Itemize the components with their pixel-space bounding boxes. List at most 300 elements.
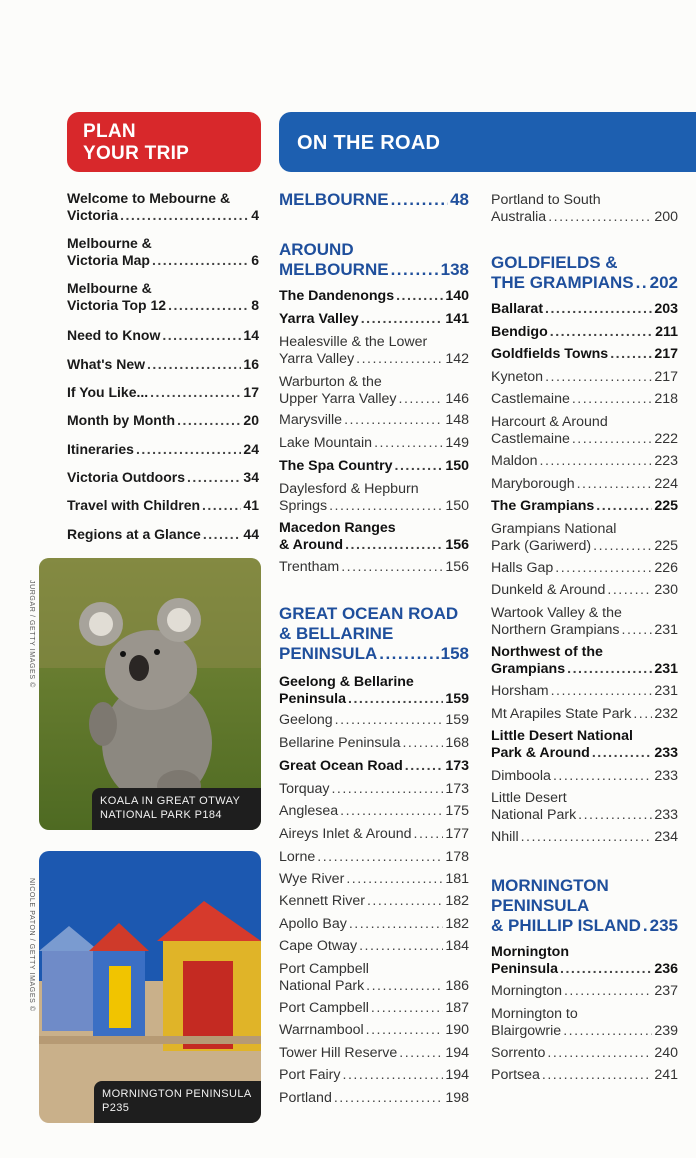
item-page: 226 <box>654 560 678 576</box>
section-page: 235 <box>649 916 678 935</box>
toc-item[interactable] <box>491 192 678 226</box>
leader-dots <box>607 582 652 599</box>
item-label: Port Campbell <box>279 1000 369 1016</box>
koala-caption <box>92 788 261 830</box>
item-page: 141 <box>445 311 469 327</box>
leader-dots <box>560 961 652 978</box>
leader-dots <box>346 871 443 888</box>
toc-item[interactable] <box>279 288 469 305</box>
toc-page: 41 <box>243 497 259 513</box>
plan-header-line2: YOUR TRIP <box>83 143 190 164</box>
leader-dots <box>572 391 652 408</box>
toc-page: 20 <box>243 412 259 428</box>
section-page: 158 <box>440 644 469 663</box>
item-label: Peninsula <box>279 691 347 707</box>
item-page: 198 <box>445 1090 469 1106</box>
leader-dots <box>414 826 444 843</box>
item-label: Kyneton <box>491 369 544 385</box>
item-label: Marysville <box>279 412 343 428</box>
toc-item[interactable] <box>491 498 678 515</box>
leader-dots <box>374 435 443 452</box>
item-label-1: Little Desert <box>491 790 567 806</box>
item-page: 203 <box>654 301 678 317</box>
item-label-1: Port Campbell <box>279 961 369 977</box>
item-label: Springs <box>279 498 328 514</box>
leader-dots <box>545 369 652 386</box>
toc-label: Welcome to Mebourne & <box>67 190 231 206</box>
section-title: MELBOURNE <box>279 190 389 209</box>
item-label: Park (Gariwerd) <box>491 538 592 554</box>
leader-dots <box>371 1000 443 1017</box>
toc-item[interactable] <box>279 849 469 866</box>
toc-page: 4 <box>251 207 259 223</box>
item-label: Sorrento <box>491 1045 546 1061</box>
toc-item[interactable] <box>279 1022 469 1039</box>
leader-dots <box>578 807 652 824</box>
toc-item[interactable] <box>279 674 469 708</box>
toc-item[interactable] <box>279 520 469 554</box>
leader-dots <box>402 735 443 752</box>
section-title-2: PENINSULA <box>491 896 590 915</box>
toc-item-map[interactable] <box>67 235 259 269</box>
toc-item[interactable] <box>279 559 469 576</box>
item-label: Australia <box>491 209 547 225</box>
toc-item[interactable] <box>491 301 678 318</box>
item-page: 150 <box>445 458 469 474</box>
item-page: 168 <box>445 735 469 751</box>
item-label: The Dandenongs <box>279 288 395 304</box>
section-title-3: & PHILLIP ISLAND <box>491 916 641 935</box>
toc-item[interactable] <box>279 826 469 843</box>
item-page: 187 <box>445 1000 469 1016</box>
toc-item-children[interactable] <box>67 497 259 514</box>
toc-label: Need to Know <box>67 327 161 343</box>
plan-your-trip-header <box>67 112 261 172</box>
leader-dots <box>177 412 241 429</box>
toc-page: 24 <box>243 441 259 457</box>
item-label-1: Warburton & the <box>279 374 382 390</box>
item-label-1: Geelong & Bellarine <box>279 674 414 690</box>
leader-dots <box>592 745 653 762</box>
toc-item[interactable] <box>279 916 469 933</box>
section-title-1: GREAT OCEAN ROAD <box>279 604 459 623</box>
section-page: 202 <box>649 273 678 292</box>
toc-item[interactable] <box>279 938 469 955</box>
item-label-1: Little Desert National <box>491 728 633 744</box>
toc-item[interactable] <box>279 481 469 515</box>
leader-dots <box>150 384 241 401</box>
leader-dots <box>361 311 444 328</box>
item-page: 217 <box>654 346 678 362</box>
item-label: Dimboola <box>491 768 551 784</box>
toc-item[interactable] <box>279 1067 469 1084</box>
item-label: Torquay <box>279 781 330 797</box>
item-page: 224 <box>654 476 678 492</box>
section-title-3: PENINSULA <box>279 644 378 663</box>
item-label: Horsham <box>491 683 549 699</box>
toc-item-outdoors[interactable] <box>67 469 259 486</box>
koala-photo <box>39 558 261 830</box>
section-page: 138 <box>440 260 469 279</box>
leader-dots <box>120 207 249 224</box>
item-label: Goldfields Towns <box>491 346 609 362</box>
toc-item[interactable] <box>491 768 678 785</box>
toc-label: Victoria Outdoors <box>67 469 185 485</box>
item-label-1: Healesville & the Lower <box>279 334 428 350</box>
toc-item[interactable] <box>491 582 678 599</box>
toc-item[interactable] <box>491 790 678 824</box>
item-label: National Park <box>279 978 365 994</box>
on-the-road-header: ON THE ROAD <box>279 112 696 172</box>
item-label: Yarra Valley <box>279 311 359 327</box>
item-page: 156 <box>445 537 469 553</box>
toc-item[interactable] <box>279 758 469 775</box>
item-label: Maryborough <box>491 476 575 492</box>
item-label: Grampians <box>491 661 566 677</box>
leader-dots <box>162 327 241 344</box>
item-label: Halls Gap <box>491 560 554 576</box>
section-goldfields[interactable] <box>491 253 678 293</box>
section-great-ocean-road[interactable] <box>279 604 469 664</box>
toc-page: 16 <box>243 356 259 372</box>
item-page: 223 <box>654 453 678 469</box>
section-title-1: MORNINGTON <box>491 876 609 895</box>
leader-dots <box>331 781 443 798</box>
koala-photo-credit: JURGAR / GETTY IMAGES © <box>28 580 35 688</box>
item-page: 230 <box>654 582 678 598</box>
item-label-1: Wartook Valley & the <box>491 605 622 621</box>
leader-dots <box>405 758 444 775</box>
toc-item[interactable] <box>279 803 469 820</box>
item-page: 173 <box>445 781 469 797</box>
leader-dots <box>563 1023 652 1040</box>
toc-item[interactable] <box>279 412 469 429</box>
item-label: Cape Otway <box>279 938 358 954</box>
item-page: 231 <box>654 661 678 677</box>
toc-item[interactable] <box>279 1045 469 1062</box>
item-label-1: Portland to South <box>491 192 601 208</box>
toc-right-column <box>491 190 678 1090</box>
toc-label: What's New <box>67 356 146 372</box>
item-label: Anglesea <box>279 803 339 819</box>
section-title-2: & BELLARINE <box>279 624 394 643</box>
item-label: Port Fairy <box>279 1067 341 1083</box>
leader-dots <box>548 209 652 226</box>
toc-item[interactable] <box>491 944 678 978</box>
item-page: 159 <box>445 691 469 707</box>
leader-dots <box>367 893 443 910</box>
item-label-1: Daylesford & Hepburn <box>279 481 419 497</box>
item-label: Lorne <box>279 849 316 865</box>
koala-caption-line2: NATIONAL PARK P184 <box>100 809 222 821</box>
item-label-1: Mornington to <box>491 1006 578 1022</box>
leader-dots <box>366 1022 444 1039</box>
item-page: 173 <box>445 758 469 774</box>
leader-dots <box>344 412 443 429</box>
toc-item[interactable] <box>279 1000 469 1017</box>
leader-dots <box>550 324 653 341</box>
leader-dots <box>395 458 444 475</box>
item-label: The Spa Country <box>279 458 393 474</box>
item-page: 184 <box>445 938 469 954</box>
leader-dots <box>348 691 443 708</box>
leader-dots <box>349 916 444 933</box>
item-label: Yarra Valley <box>279 351 355 367</box>
leader-dots <box>396 288 443 305</box>
toc-item[interactable] <box>279 781 469 798</box>
item-label: Geelong <box>279 712 333 728</box>
leader-dots <box>366 978 443 995</box>
section-melbourne[interactable] <box>279 190 469 210</box>
leader-dots <box>334 1090 443 1107</box>
toc-item-top12[interactable] <box>67 280 259 314</box>
toc-item[interactable] <box>491 391 678 408</box>
item-page: 190 <box>445 1022 469 1038</box>
leader-dots <box>521 829 653 846</box>
leader-dots <box>540 453 653 470</box>
leader-dots <box>356 351 443 368</box>
item-label: Maldon <box>491 453 538 469</box>
toc-item-if-you-like[interactable] <box>67 384 259 401</box>
toc-label-2: Victoria Top 12 <box>67 297 167 313</box>
leader-dots <box>147 356 241 373</box>
beach-caption-line1: MORNINGTON PENINSULA <box>102 1088 252 1100</box>
toc-item[interactable] <box>491 1045 678 1062</box>
toc-item-need-to-know[interactable] <box>67 327 259 344</box>
koala-caption-line1: KOALA IN GREAT OTWAY <box>100 795 241 807</box>
toc-page: 8 <box>251 297 259 313</box>
leader-dots <box>610 346 652 363</box>
toc-item[interactable] <box>491 453 678 470</box>
item-page: 225 <box>654 538 678 554</box>
item-label: Upper Yarra Valley <box>279 391 397 407</box>
leader-dots <box>643 916 648 936</box>
item-page: 200 <box>654 209 678 225</box>
toc-item[interactable] <box>491 605 678 639</box>
item-label: Great Ocean Road <box>279 758 403 774</box>
toc-item[interactable] <box>491 1067 678 1084</box>
leader-dots <box>564 983 652 1000</box>
toc-item[interactable] <box>279 712 469 729</box>
item-page: 234 <box>654 829 678 845</box>
item-page: 241 <box>654 1067 678 1083</box>
item-page: 217 <box>654 369 678 385</box>
plan-toc <box>67 190 259 550</box>
item-label: Blairgowrie <box>491 1023 562 1039</box>
section-title-1: GOLDFIELDS & <box>491 253 618 272</box>
toc-item[interactable] <box>279 735 469 752</box>
plan-header-line1: PLAN <box>83 121 136 142</box>
leader-dots <box>343 1067 444 1084</box>
toc-item[interactable] <box>279 893 469 910</box>
item-label: Bellarine Peninsula <box>279 735 401 751</box>
toc-label: Regions at a Glance <box>67 526 201 542</box>
leader-dots <box>136 441 241 458</box>
toc-item[interactable] <box>279 334 469 368</box>
leader-dots <box>572 431 652 448</box>
toc-label: Melbourne & <box>67 235 152 251</box>
section-around-melbourne[interactable] <box>279 240 469 280</box>
toc-item-whats-new[interactable] <box>67 356 259 373</box>
toc-item-welcome[interactable] <box>67 190 259 226</box>
toc-item[interactable] <box>491 983 678 1000</box>
leader-dots <box>399 1045 443 1062</box>
item-label-1: Grampians National <box>491 521 617 537</box>
toc-page: 6 <box>251 252 259 268</box>
toc-item[interactable] <box>491 560 678 577</box>
item-page: 211 <box>655 324 678 340</box>
leader-dots <box>391 260 439 280</box>
item-label: Park & Around <box>491 745 590 761</box>
toc-item[interactable] <box>491 706 678 723</box>
beach-caption-line2: P235 <box>102 1102 130 1114</box>
item-label: Trentham <box>279 559 340 575</box>
item-label: Lake Mountain <box>279 435 373 451</box>
item-label: Wye River <box>279 871 345 887</box>
leader-dots <box>567 661 652 678</box>
item-label: Bendigo <box>491 324 548 340</box>
toc-item[interactable] <box>279 1090 469 1107</box>
toc-item[interactable] <box>491 346 678 363</box>
item-label-1: Harcourt & Around <box>491 414 608 430</box>
toc-middle-column <box>279 190 469 1120</box>
leader-dots <box>551 683 653 700</box>
item-page: 159 <box>445 712 469 728</box>
item-page: 237 <box>654 983 678 999</box>
section-title-2: THE GRAMPIANS <box>491 273 634 292</box>
toc-item[interactable] <box>279 871 469 888</box>
leader-dots <box>187 469 241 486</box>
toc-item[interactable] <box>279 435 469 452</box>
toc-item[interactable] <box>279 374 469 408</box>
toc-label: If You Like... <box>67 384 149 400</box>
toc-item[interactable] <box>491 324 678 341</box>
item-page: 182 <box>445 916 469 932</box>
toc-item[interactable] <box>491 728 678 762</box>
leader-dots <box>593 538 652 555</box>
toc-label: Month by Month <box>67 412 176 428</box>
item-label: Warrnambool <box>279 1022 364 1038</box>
toc-item[interactable] <box>491 644 678 678</box>
toc-page: 44 <box>243 526 259 542</box>
leader-dots <box>203 526 242 543</box>
item-page: 181 <box>445 871 469 887</box>
item-page: 146 <box>445 391 469 407</box>
item-page: 218 <box>654 391 678 407</box>
item-page: 182 <box>445 893 469 909</box>
toc-item[interactable] <box>279 311 469 328</box>
leader-dots <box>596 498 652 515</box>
leader-dots <box>622 622 653 639</box>
leader-dots <box>335 712 444 729</box>
toc-item[interactable] <box>279 458 469 475</box>
toc-item[interactable] <box>491 1006 678 1040</box>
toc-item-regions[interactable] <box>67 526 259 543</box>
toc-label-2: Victoria <box>67 207 119 223</box>
section-page: 48 <box>450 190 469 209</box>
leader-dots <box>553 768 652 785</box>
toc-page: 14 <box>243 327 259 343</box>
item-label: Mt Arapiles State Park <box>491 706 632 722</box>
item-page: 232 <box>654 706 678 722</box>
item-label: National Park <box>491 807 577 823</box>
toc-label-2: Victoria Map <box>67 252 150 268</box>
leader-dots <box>340 803 443 820</box>
item-label: Nhill <box>491 829 519 845</box>
toc-item[interactable] <box>491 369 678 386</box>
leader-dots <box>391 190 449 210</box>
leader-dots <box>633 706 652 723</box>
item-page: 142 <box>445 351 469 367</box>
item-page: 150 <box>445 498 469 514</box>
item-page: 156 <box>445 559 469 575</box>
toc-page: 34 <box>243 469 259 485</box>
toc-item[interactable] <box>491 476 678 493</box>
beach-huts-caption <box>94 1081 261 1123</box>
toc-label: Travel with Children <box>67 497 201 513</box>
item-label: Portland <box>279 1090 332 1106</box>
item-page: 233 <box>654 745 678 761</box>
toc-item[interactable] <box>491 521 678 555</box>
leader-dots <box>168 297 249 314</box>
item-page: 149 <box>445 435 469 451</box>
item-label-1: Northwest of the <box>491 644 603 660</box>
toc-item[interactable] <box>491 414 678 448</box>
leader-dots <box>577 476 653 493</box>
item-page: 231 <box>654 683 678 699</box>
toc-item[interactable] <box>491 829 678 846</box>
beach-huts-photo <box>39 851 261 1123</box>
leader-dots <box>636 273 648 293</box>
item-label: Apollo Bay <box>279 916 347 932</box>
toc-item[interactable] <box>491 683 678 700</box>
section-mornington[interactable] <box>491 876 678 936</box>
section-title-2: MELBOURNE <box>279 260 389 279</box>
item-label: The Grampians <box>491 498 595 514</box>
item-page: 233 <box>654 768 678 784</box>
leader-dots <box>329 498 443 515</box>
item-label: Portsea <box>491 1067 540 1083</box>
item-page: 231 <box>654 622 678 638</box>
toc-item[interactable] <box>279 961 469 995</box>
item-label: Northern Grampians <box>491 622 620 638</box>
leader-dots <box>379 644 438 664</box>
leader-dots <box>317 849 443 866</box>
item-page: 177 <box>445 826 469 842</box>
item-label: Tower Hill Reserve <box>279 1045 398 1061</box>
item-page: 222 <box>654 431 678 447</box>
item-page: 194 <box>445 1045 469 1061</box>
toc-item-month-by-month[interactable] <box>67 412 259 429</box>
item-page: 239 <box>654 1023 678 1039</box>
section-title-1: AROUND <box>279 240 354 259</box>
beach-photo-credit: NICOLE PATON / GETTY IMAGES © <box>28 878 35 1012</box>
item-label: Castlemaine <box>491 431 570 447</box>
toc-label: Itineraries <box>67 441 134 457</box>
item-label: & Around <box>279 537 344 553</box>
leader-dots <box>345 537 443 554</box>
item-label: Mornington <box>491 983 562 999</box>
item-page: 140 <box>445 288 469 304</box>
item-label: Ballarat <box>491 301 544 317</box>
leader-dots <box>542 1067 652 1084</box>
item-page: 178 <box>445 849 469 865</box>
toc-item-itineraries[interactable] <box>67 441 259 458</box>
leader-dots <box>399 391 444 408</box>
toc-label: Melbourne & <box>67 280 152 296</box>
item-page: 148 <box>445 412 469 428</box>
item-page: 233 <box>654 807 678 823</box>
